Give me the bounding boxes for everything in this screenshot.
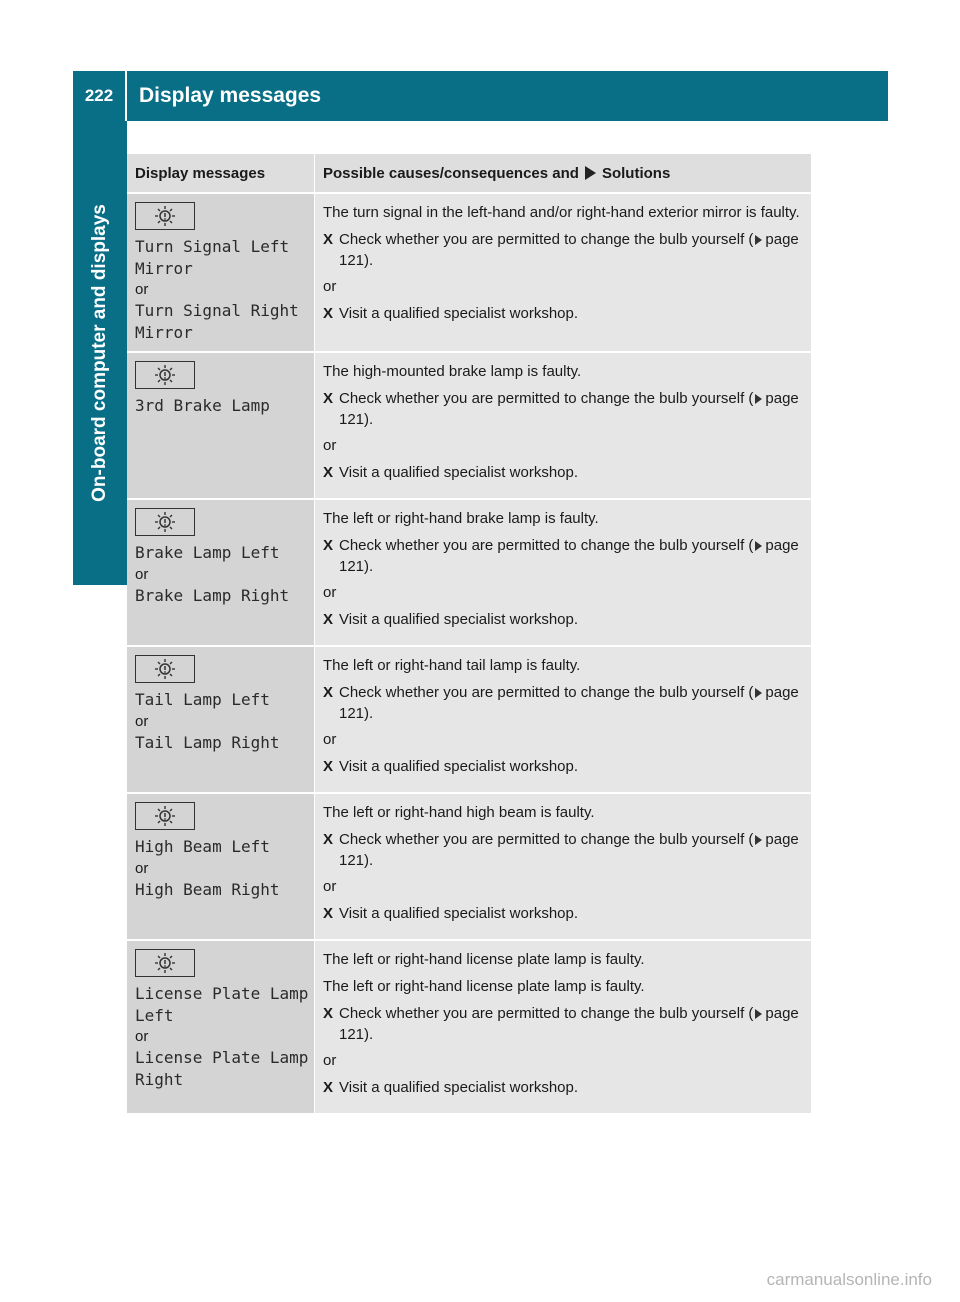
column-header-solutions bbox=[314, 154, 811, 192]
step-item bbox=[323, 609, 805, 630]
step-text: Visit a qualified specialist workshop. bbox=[339, 905, 579, 922]
cause-text: The left or right-hand tail lamp is faulty. bbox=[323, 657, 581, 674]
step-text bbox=[339, 388, 805, 430]
message-text-2: Brake Lamp Right bbox=[135, 585, 290, 605]
or-label: or bbox=[135, 565, 149, 583]
or-label: or bbox=[323, 731, 337, 748]
page-reference-link[interactable]: page 121). bbox=[339, 684, 799, 722]
cause-text: The left or right-hand brake lamp is faulty. bbox=[323, 510, 599, 527]
step-marker: X bbox=[323, 1079, 334, 1096]
page-ref-arrow-icon bbox=[755, 394, 762, 404]
message-text-2: High Beam Right bbox=[135, 879, 280, 899]
bulb-warning-icon bbox=[135, 802, 195, 830]
step-text-a: Check whether you are permitted to change the bulb yourself ( bbox=[339, 231, 754, 248]
step-marker: X bbox=[323, 464, 334, 481]
bulb-warning-icon bbox=[135, 508, 195, 536]
step-item bbox=[323, 388, 805, 430]
step-text-a: Check whether you are permitted to change the bulb yourself ( bbox=[339, 537, 754, 554]
watermark: carmanualsonline.info bbox=[766, 1270, 932, 1289]
step-text: Visit a qualified specialist workshop. bbox=[339, 305, 579, 322]
solution-cell bbox=[314, 353, 811, 498]
or-label: or bbox=[135, 859, 149, 877]
cause-text: The turn signal in the left-hand and/or right-hand exterior mirror is faulty. bbox=[323, 204, 800, 221]
step-marker: X bbox=[323, 1005, 334, 1022]
step-text: Visit a qualified specialist workshop. bbox=[339, 758, 579, 775]
page-ref-arrow-icon bbox=[755, 541, 762, 551]
solution-cell bbox=[314, 647, 811, 792]
or-label: or bbox=[135, 1028, 149, 1045]
column-header-solutions-a: Possible causes/consequences and bbox=[323, 164, 579, 182]
side-tab-label-wrap bbox=[73, 121, 127, 585]
step-text-a: Check whether you are permitted to change the bulb yourself ( bbox=[339, 831, 754, 848]
table-row bbox=[127, 939, 811, 1113]
step-marker: X bbox=[323, 611, 334, 628]
page-reference-link[interactable]: page 121). bbox=[339, 831, 799, 869]
page-title: Display messages bbox=[139, 84, 322, 107]
bulb-warning-icon bbox=[135, 655, 195, 683]
page-ref-arrow-icon bbox=[755, 235, 762, 245]
step-item bbox=[323, 756, 805, 777]
step-text bbox=[339, 229, 805, 271]
step-marker: X bbox=[323, 390, 334, 407]
step-item bbox=[323, 229, 805, 271]
step-text: Visit a qualified specialist workshop. bbox=[339, 611, 579, 628]
page-reference-link[interactable]: page 121). bbox=[339, 1005, 799, 1043]
step-item bbox=[323, 303, 805, 324]
bulb-warning-icon bbox=[135, 361, 195, 389]
step-item bbox=[323, 462, 805, 483]
step-marker: X bbox=[323, 537, 334, 554]
or-label: or bbox=[135, 712, 149, 730]
message-cell bbox=[127, 647, 314, 792]
step-text bbox=[339, 535, 805, 577]
page-reference-link[interactable]: page 121). bbox=[339, 390, 799, 428]
step-text bbox=[339, 682, 805, 724]
side-tab-label: On-board computer and displays bbox=[89, 204, 110, 502]
cause-text: The high-mounted brake lamp is faulty. bbox=[323, 363, 582, 380]
step-text-a: Check whether you are permitted to change the bulb yourself ( bbox=[339, 390, 754, 407]
message-text-1: 3rd Brake Lamp bbox=[135, 396, 270, 415]
message-text-2: License Plate Lamp Right bbox=[135, 1048, 309, 1089]
solution-cell bbox=[314, 941, 811, 1113]
message-text-2: Tail Lamp Right bbox=[135, 732, 280, 752]
display-messages-table bbox=[127, 154, 811, 1113]
table-row bbox=[127, 351, 811, 498]
solution-cell bbox=[314, 794, 811, 939]
step-marker: X bbox=[323, 831, 334, 848]
or-label: or bbox=[323, 278, 337, 295]
page-header bbox=[73, 71, 888, 121]
step-text: Visit a qualified specialist workshop. bbox=[339, 464, 579, 481]
solution-cell bbox=[314, 500, 811, 645]
step-item bbox=[323, 829, 805, 871]
step-item bbox=[323, 535, 805, 577]
table-row bbox=[127, 498, 811, 645]
or-label: or bbox=[323, 584, 337, 601]
message-cell bbox=[127, 500, 314, 645]
step-marker: X bbox=[323, 231, 334, 248]
step-marker: X bbox=[323, 758, 334, 775]
step-item bbox=[323, 682, 805, 724]
page-number: 222 bbox=[73, 71, 127, 121]
step-text bbox=[339, 1003, 805, 1045]
table-row bbox=[127, 792, 811, 939]
page-ref-arrow-icon bbox=[755, 1009, 762, 1019]
step-marker: X bbox=[323, 305, 334, 322]
step-text: Visit a qualified specialist workshop. bbox=[339, 1079, 579, 1096]
table-body bbox=[127, 192, 811, 1113]
page-ref-arrow-icon bbox=[755, 688, 762, 698]
cause-text: The left or right-hand license plate lamp is faulty. bbox=[323, 951, 645, 968]
page-reference-link[interactable]: page 121). bbox=[339, 537, 799, 575]
or-label: or bbox=[135, 281, 149, 298]
message-text-1: Turn Signal Left Mirror bbox=[135, 237, 290, 278]
message-cell bbox=[127, 194, 314, 351]
solution-cell bbox=[314, 194, 811, 351]
step-text-a: Check whether you are permitted to change the bulb yourself ( bbox=[339, 684, 754, 701]
or-label: or bbox=[323, 437, 337, 454]
step-text-a: Check whether you are permitted to change the bulb yourself ( bbox=[339, 1005, 754, 1022]
table-row bbox=[127, 645, 811, 792]
message-text-2: Turn Signal Right Mirror bbox=[135, 301, 299, 342]
page-ref-arrow-icon bbox=[755, 835, 762, 845]
step-item bbox=[323, 1003, 805, 1045]
or-label: or bbox=[323, 1052, 337, 1069]
bulb-warning-icon bbox=[135, 949, 195, 977]
table-row bbox=[127, 192, 811, 351]
message-cell bbox=[127, 353, 314, 498]
message-text-1: High Beam Left bbox=[135, 837, 270, 856]
cause-text-2: The left or right-hand license plate lamp is faulty. bbox=[323, 978, 645, 995]
page-reference-link[interactable]: page 121). bbox=[339, 231, 799, 269]
step-marker: X bbox=[323, 905, 334, 922]
message-text-1: License Plate Lamp Left bbox=[135, 984, 309, 1025]
column-header-solutions-b: Solutions bbox=[601, 164, 671, 182]
step-item bbox=[323, 1077, 805, 1098]
step-item bbox=[323, 903, 805, 924]
step-marker: X bbox=[323, 684, 334, 701]
message-cell bbox=[127, 941, 314, 1113]
table-header-row bbox=[127, 154, 811, 192]
cause-text: The left or right-hand high beam is faulty. bbox=[323, 804, 595, 821]
step-text bbox=[339, 829, 805, 871]
bulb-warning-icon bbox=[135, 202, 195, 230]
column-header-messages: Display messages bbox=[135, 164, 266, 182]
play-arrow-icon bbox=[585, 166, 596, 180]
or-label: or bbox=[323, 878, 337, 895]
message-cell bbox=[127, 794, 314, 939]
message-text-1: Tail Lamp Left bbox=[135, 690, 270, 709]
message-text-1: Brake Lamp Left bbox=[135, 543, 280, 562]
